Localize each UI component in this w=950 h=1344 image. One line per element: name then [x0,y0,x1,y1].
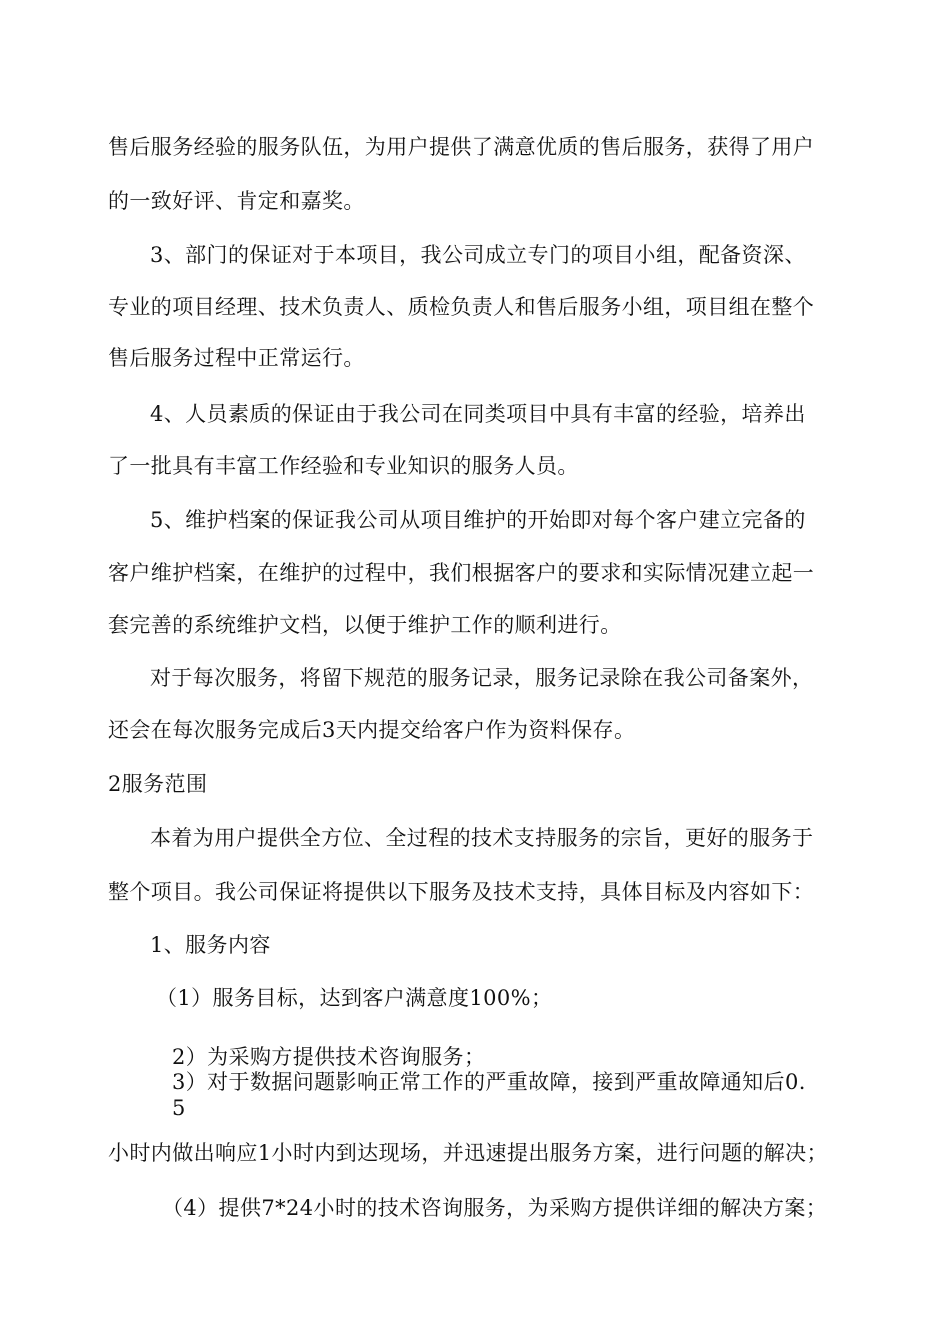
paragraph-line: 整个项目。我公司保证将提供以下服务及技术支持，具体目标及内容如下： [108,880,815,904]
paragraph-line: 客户维护档案，在维护的过程中，我们根据客户的要求和实际情况建立起一 [108,561,815,585]
paragraph-line: 还会在每次服务完成后3天内提交给客户作为资料保存。 [108,718,636,742]
list-item-continuation: 5 [172,1096,186,1120]
paragraph-line: 的一致好评、肯定和嘉奖。 [108,189,365,213]
paragraph-line: 对于每次服务，将留下规范的服务记录，服务记录除在我公司备案外， [150,666,814,690]
paragraph-line: 售后服务经验的服务队伍，为用户提供了满意优质的售后服务，获得了用户 [108,135,815,159]
list-item: （1）服务目标，达到客户满意度100%； [156,986,553,1010]
paragraph-line: 了一批具有丰富工作经验和专业知识的服务人员。 [108,454,579,478]
list-item: 2）为采购方提供技术咨询服务； [172,1045,486,1069]
list-item: 3）对于数据问题影响正常工作的严重故障，接到严重故障通知后0. [172,1070,806,1094]
paragraph-line: 4、人员素质的保证由于我公司在同类项目中具有丰富的经验，培养出 [150,402,806,426]
paragraph-line: 套完善的系统维护文档，以便于维护工作的顺利进行。 [108,613,622,637]
list-item: （4）提供7*24小时的技术咨询服务，为采购方提供详细的解决方案； [162,1196,828,1220]
paragraph-line: 售后服务过程中正常运行。 [108,346,365,370]
section-heading: 2服务范围 [108,772,208,796]
paragraph-line: 3、部门的保证对于本项目，我公司成立专门的项目小组，配备资深、 [150,243,806,267]
paragraph-line: 本着为用户提供全方位、全过程的技术支持服务的宗旨，更好的服务于 [150,826,814,850]
subsection-heading: 1、服务内容 [150,933,271,957]
paragraph-line: 小时内做出响应1小时内到达现场，并迅速提出服务方案，进行问题的解决； [108,1141,828,1165]
paragraph-line: 专业的项目经理、技术负责人、质检负责人和售后服务小组，项目组在整个 [108,295,815,319]
paragraph-line: 5、维护档案的保证我公司从项目维护的开始即对每个客户建立完备的 [150,508,806,532]
